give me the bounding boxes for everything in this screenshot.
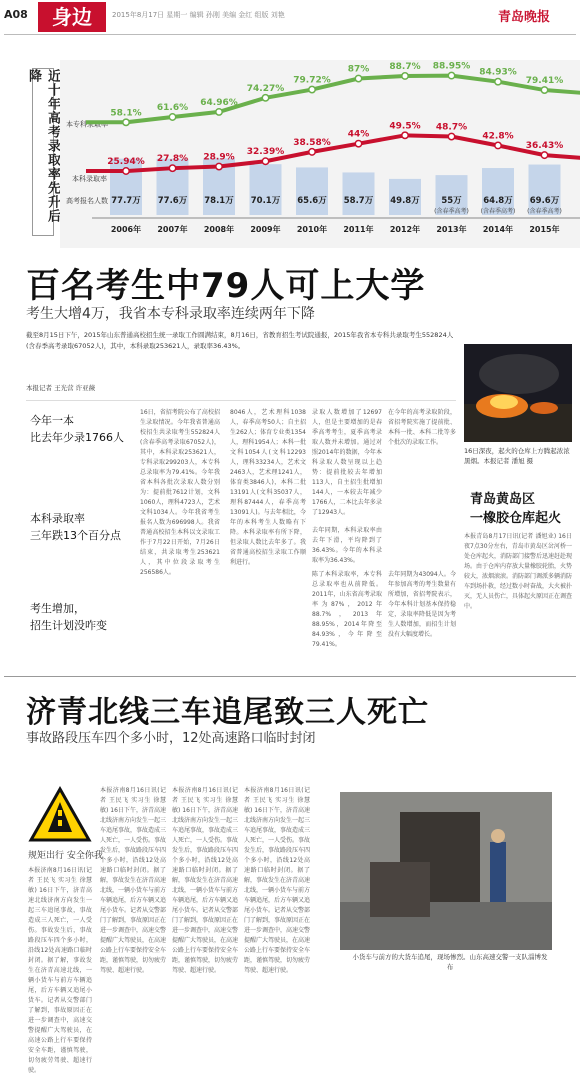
series-name-label: 本专科录取率 <box>66 120 108 129</box>
data-label: 32.39% <box>246 147 285 158</box>
data-label: 88.95% <box>432 61 471 72</box>
divider <box>26 400 456 401</box>
bar-note-label: (含春季高考) <box>434 208 469 215</box>
article-2-column-3: 本报济南8月16日讯(记者 王民飞 实习生 徐慧敏) 16日下午，济青高速北线济南方向发生一起三车追尾事故，事故造成三人死亡，一人受伤。事故发生后，事故路段压车四个多小时，沿线12处高速路口临时封闭。据了解，事故发生在济青高速北线，一辆小货车与前方车辆追尾，后方车辆又追尾小货车。记者从交警部门了解到，事故原因正在进一步调查中，高速交警提醒广大驾驶员，在高速公路上行车要保持安全车距，谨慎驾驶，切勿疲劳驾驶、超速行驶。 <box>172 787 239 974</box>
data-label: 84.93% <box>479 67 517 78</box>
article-1-column-1: 16日，省招考院公布了高校招生录取情况。今年我省普通高校招生共录取考生552824人(含春季高考录取67052人)，其中，本科录取253621人，专科录取299203人，本专科总录取率为79.41%。今年我省本科各批次录取人数分别为：提前批7612计划，文科1060人，理科4723人，艺术文科1034人。今年我省考生报名人数为696998人。我省普通高校招生本科以文录取工作于7月22日开始，7月26日结束，共录取考生253621人，其中位段录取考生256586人。 <box>140 409 220 576</box>
data-label: 25.94% <box>107 157 145 168</box>
side-heading-2-line2: 三年跌13个百分点 <box>30 529 121 542</box>
data-point <box>448 133 454 139</box>
data-label: 74.27% <box>246 83 285 94</box>
headline-article-2: 济青北线三车追尾致三人死亡 <box>26 695 429 730</box>
article-1-column-2: 8046人，艺术理科1038人，春季高考50人；自主招生262人；体育专业类1354人，理科1954人；本科一批文科1054人(文科12293人，理科33234人，艺术文2463人，艺术理1241人，体育类3846人)，本科二批13191人(文科35037人，理科87444人，春季高考13091人)。与去年相比，今年的本科考生人数略有下降。本科录取率有所下降，但录取人数比去年多了。我省普通高校招生录取工作顺利进行。 <box>230 409 306 566</box>
data-label: 44% <box>347 129 370 140</box>
x-tick-label: 2010年 <box>296 225 328 234</box>
side-heading-3-line2: 招生计划没咋变 <box>30 619 107 632</box>
x-tick-label: 2013年 <box>436 225 467 234</box>
headline-article-1: 百名考生中79人可上大学 <box>26 266 426 306</box>
side-heading-2 <box>30 510 130 544</box>
admission-rate-chart <box>32 60 580 248</box>
bar-value-label: 70.1万 <box>250 196 281 206</box>
side-heading-1-line1: 今年一本 <box>30 414 74 427</box>
data-point <box>355 140 361 146</box>
side-heading-1 <box>30 412 130 446</box>
fire-story-title <box>470 490 578 528</box>
article-2-column-1: 本报济南8月16日讯(记者 王民飞 实习生 徐慧敏) 16日下午，济青高速北线济南方向发生一起三车追尾事故，事故造成三人死亡，一人受伤。事故发生后，事故路段压车四个多小时，沿线12处高速路口临时封闭。据了解，事故发生在济青高速北线，一辆小货车与前方车辆追尾，后方车辆又追尾小货车。记者从交警部门了解到，事故原因正在进一步调查中，高速交警提醒广大驾驶员，在高速公路上行车要保持安全车距，谨慎驾驶，切勿疲劳驾驶、超速行驶。 <box>28 867 92 1074</box>
data-label: 38.58% <box>293 137 331 148</box>
bar-value-label: 69.6万 <box>529 196 560 206</box>
bar-value-label: 64.8万 <box>483 196 513 206</box>
bar-value-label: 58.7万 <box>343 196 374 206</box>
data-point <box>495 78 501 84</box>
x-tick-label: 2015年 <box>529 225 560 234</box>
x-tick-label: 2006年 <box>110 225 142 234</box>
page-number: A08 <box>4 8 28 21</box>
bar <box>250 164 282 215</box>
traffic-warning-sign-icon <box>28 786 92 844</box>
data-label: 42.8% <box>482 131 514 142</box>
side-heading-2-line1: 本科录取率 <box>30 512 85 525</box>
data-point <box>123 119 129 125</box>
article-1-column-7: 去年同期为43094人。今年参加高考的考生数量有所增加，省招考院表示，今年本科计划基本保持稳定，录取率降低是因为考生人数增加，而招生计划没有大幅度增长。 <box>388 571 456 638</box>
x-tick-label: 2007年 <box>157 225 188 234</box>
chart-title: 近十年高考录取率先升后降 <box>32 68 54 236</box>
data-point <box>169 165 175 171</box>
data-label: 79.72% <box>293 75 331 86</box>
side-heading-1-line2: 比去年少录1766人 <box>30 431 124 444</box>
bar-value-label: 77.6万 <box>157 196 188 206</box>
data-label: 64.96% <box>200 97 238 108</box>
bar-note-label: (含春季高考) <box>480 208 516 215</box>
series-name-label: 本科录取率 <box>72 175 107 184</box>
data-point <box>541 87 547 93</box>
section-title: 身边 <box>38 2 106 32</box>
byline: 本报记者 王光营 许亚薇 <box>26 384 96 392</box>
fire-story-title-line2: 一橡胶仓库起火 <box>470 511 562 526</box>
date-line: 2015年8月17日 星期一 编辑 孙刚 美编 金红 组版 刘艳 <box>112 11 285 19</box>
article-1-column-5: 陈了本科录取率，本专科总录取率也从前降低。2011年，山东省高考录取率为87%，2012年88.7%，2013年88.95%，2014年降至84.93%，今年降至79.41%。 <box>312 571 382 648</box>
x-tick-label: 2014年 <box>482 225 514 234</box>
data-label: 27.8% <box>156 154 189 165</box>
data-point <box>541 152 547 158</box>
bar-value-label: 77.7万 <box>111 196 141 206</box>
data-point <box>355 75 361 81</box>
data-point <box>309 149 315 155</box>
x-tick-label: 2008年 <box>203 225 235 234</box>
subhead-article-1: 考生大增4万，我省本专科录取率连续两年下降 <box>26 306 315 322</box>
data-label: 49.5% <box>389 121 421 132</box>
data-point <box>123 168 129 174</box>
traffic-sign-caption: 规矩出行 安全你我 <box>28 851 103 861</box>
subhead-article-2: 事故路段压车四个多小时，12处高速路口临时封闭 <box>26 731 316 746</box>
data-label: 48.7% <box>435 122 468 133</box>
data-label: 88.7% <box>389 61 421 72</box>
fire-story-title-line1: 青岛黄岛区 <box>470 492 536 507</box>
data-point <box>402 73 408 79</box>
data-point <box>262 95 268 101</box>
bar-series-name-label: 高考报名人数 <box>66 197 108 205</box>
side-heading-3 <box>30 600 130 634</box>
data-point <box>402 132 408 138</box>
bar <box>343 172 375 215</box>
article-1-column-3: 录取人数增加了12697人，但是主要增加的是春季高考考生，夏季高考录取人数并未增加。通过对照2014年的数据，今年本科录取人数呈现以上趋势：提前批较去年增加113人，自主招生批增加144人，一本较去年减少1766人，二本比去年多录了12943人。 <box>312 409 382 516</box>
bar-value-label: 78.1万 <box>204 196 234 206</box>
data-label: 79.41% <box>525 76 564 87</box>
lead-paragraph: 截至8月15日下午，2015年山东普通高校招生统一录取工作圆满结束，8月16日，省教育招生考试院通报，2015年我省本专科共录取考生552824人(含春季高考录取67052人)，其中，本科录取253621人，录取率36.43%。 <box>26 331 454 350</box>
data-label: 58.1% <box>110 108 142 119</box>
data-point <box>216 109 222 115</box>
data-point <box>495 142 501 148</box>
bar-value-label: 49.8万 <box>390 196 420 206</box>
header-rule <box>4 34 576 35</box>
accident-photo-caption: 小货车与前方的大货车追尾，现场惨烈。山东高速交警一支队淄博发布 <box>352 953 548 971</box>
fire-story-text: 本报青岛8月17日讯(记者 潘旭业) 16日夜7点30分左右，青岛市黄岛区岔河桥一处仓库起火，消防部门接警后迅速赶赴现场。由于仓库内存放大量橡胶轮胎，火势较大，浓烟滚滚。消防部门调派多辆消防车到场扑救，经过数小时奋战，大火被扑灭，无人员伤亡，具体起火原因正在调查中。 <box>464 533 573 610</box>
accident-photo <box>340 792 552 950</box>
article-2-column-2: 本报济南8月16日讯(记者 王民飞 实习生 徐慧敏) 16日下午，济青高速北线济南方向发生一起三车追尾事故，事故造成三人死亡，一人受伤。事故发生后，事故路段压车四个多小时，沿线12处高速路口临时封闭。据了解，事故发生在济青高速北线，一辆小货车与前方车辆追尾，后方车辆又追尾小货车。记者从交警部门了解到，事故原因正在进一步调查中，高速交警提醒广大驾驶员，在高速公路上行车要保持安全车距，谨慎驾驶，切勿疲劳驾驶、超速行驶。 <box>100 787 167 974</box>
data-label: 87% <box>347 64 370 75</box>
fire-photo-caption: 16日深夜，起火的仓库上方腾起浓浓黑烟。本报记者 潘旭 摄 <box>464 447 570 465</box>
section-divider <box>4 676 576 677</box>
newspaper-logo: 青岛晚报 <box>498 10 551 25</box>
data-label: 36.43% <box>525 141 564 152</box>
article-2-column-4: 本报济南8月16日讯(记者 王民飞 实习生 徐慧敏) 16日下午，济青高速北线济南方向发生一起三车追尾事故，事故造成三人死亡，一人受伤。事故发生后，事故路段压车四个多小时，沿线12处高速路口临时封闭。据了解，事故发生在济青高速北线，一辆小货车与前方车辆追尾，后方车辆又追尾小货车。记者从交警部门了解到，事故原因正在进一步调查中，高速交警提醒广大驾驶员，在高速公路上行车要保持安全车距，谨慎驾驶，切勿疲劳驾驶、超速行驶。 <box>244 787 311 974</box>
article-1-column-6: 在今年的高考录取阶段，省招考院实施了提前批、本科一批、本科二批等多个批次的录取工作。 <box>388 409 456 446</box>
x-tick-label: 2011年 <box>343 225 374 234</box>
article-1-column-4: 去年同期，本科录取率由去年下滑，平均降到了36.43%。今年的本科录取率为36.43%。 <box>312 527 382 564</box>
data-point <box>169 114 175 120</box>
data-label: 61.6% <box>156 103 189 114</box>
bar-value-label: 65.6万 <box>297 196 327 206</box>
bar-note-label: (含春季高考) <box>527 208 562 215</box>
data-point <box>309 86 315 92</box>
x-tick-label: 2012年 <box>389 225 421 234</box>
data-label: 28.9% <box>203 152 235 163</box>
data-point <box>216 163 222 169</box>
data-point <box>448 72 454 78</box>
bar <box>296 167 328 215</box>
fire-photo <box>464 344 572 442</box>
bar-value-label: 55万 <box>441 196 462 206</box>
side-heading-3-line1: 考生增加， <box>30 602 85 615</box>
x-tick-label: 2009年 <box>250 225 281 234</box>
data-point <box>262 158 268 164</box>
